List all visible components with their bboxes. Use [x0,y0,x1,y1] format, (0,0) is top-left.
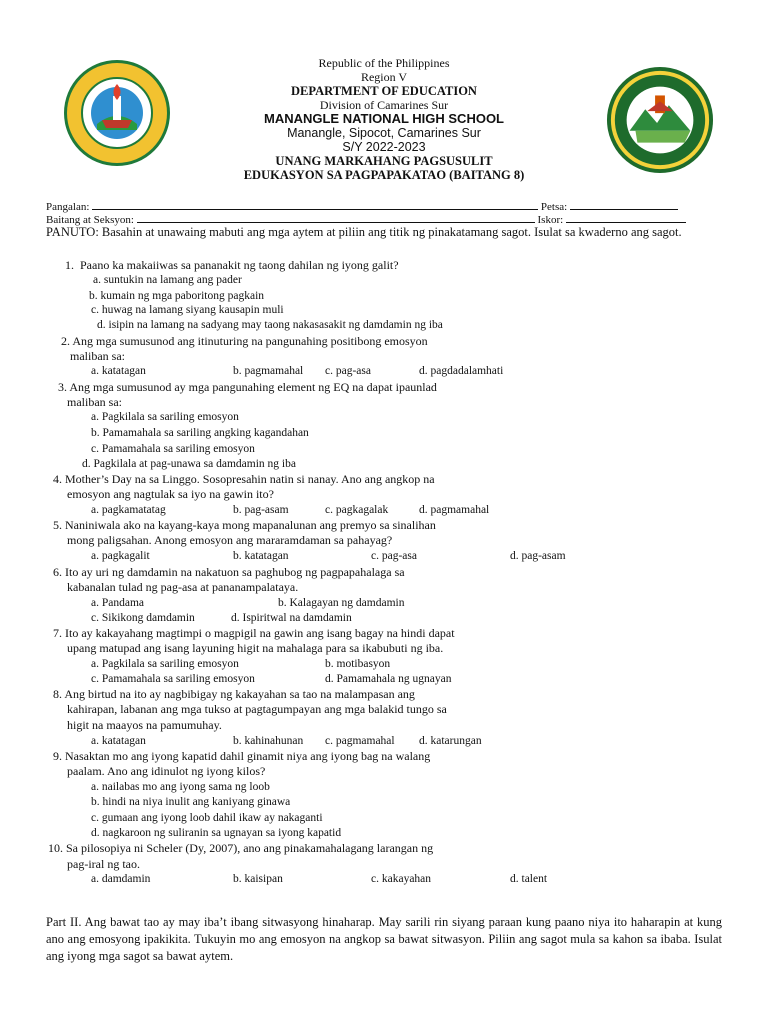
department-line: DEPARTMENT OF EDUCATION [291,84,477,98]
name-field[interactable] [92,199,538,210]
grade-section-field[interactable] [137,212,535,223]
question-6 [53,565,405,581]
question-text: Nasaktan mo ang iyong kapatid dahil ginamit niya ang iyong bag na walang [65,749,431,763]
exam-title: UNANG MARKAHANG PAGSUSULIT [275,154,493,168]
option-4c[interactable]: c. pagkagalak [325,504,389,516]
option-2d[interactable]: d. pagdadalamhati [419,365,504,377]
option-2c[interactable]: c. pag-asa [325,365,371,377]
question-text: Paano ka makaiiwas sa pananakit ng taong dahilan ng iyong galit? [80,258,399,272]
option-4d[interactable]: d. pagmamahal [419,504,490,516]
option-4b[interactable]: b. pag-asam [233,504,289,516]
grade-section-label: Baitang at Seksyon: [46,214,134,226]
option-5b[interactable]: b. katatagan [233,550,289,562]
question-4-cont: emosyon ang nagtulak sa iyo na gawin ito? [67,487,274,501]
question-number: 9. [53,749,62,763]
question-number: 8. [53,687,62,701]
question-5 [53,518,436,534]
name-label: Pangalan: [46,201,90,213]
question-8-cont: kahirapan, labanan ang mga tukso at pagtagumpayan ang mga balakid tungo sa [67,702,447,716]
question-9-cont: paalam. Ano ang idinulot ng iyong kilos? [67,764,266,778]
question-number: 3. [58,380,67,394]
question-number: 10. [48,841,63,855]
question-text: Mother’s Day na sa Linggo. Sosopresahin natin si nanay. Ano ang angkop na [65,472,435,486]
option-1d[interactable]: d. isipin na lamang na sadyang may taong nakasasakit ng damdamin ng iba [97,319,443,331]
question-7-cont: upang matupad ang isang layuning higit na mahalaga para sa ikabubuti ng iba. [67,641,444,655]
option-3a[interactable]: a. Pagkilala sa sariling emosyon [91,411,239,423]
option-6b[interactable]: b. Kalagayan ng damdamin [278,597,405,609]
question-8 [53,687,415,703]
option-2a[interactable]: a. katatagan [91,365,146,377]
option-7a[interactable]: a. Pagkilala sa sariling emosyon [91,658,239,670]
instructions: PANUTO: Basahin at unawaing mabuti ang mga aytem at piliin ang titik ng pinakatamang sagot. Isulat sa kwaderno ang sagot. [46,225,682,239]
school-name: MANANGLE NATIONAL HIGH SCHOOL [263,111,504,126]
question-8-cont2: higit na maayos na pamumuhay. [67,718,222,732]
option-1c[interactable]: c. huwag na lamang siyang kausapin muli [91,304,284,316]
option-8b[interactable]: b. kahinahunan [233,735,304,747]
question-4 [53,472,435,488]
option-2b[interactable]: b. pagmamahal [233,365,304,377]
republic-line: Republic of the Philippines [318,56,450,70]
question-10 [48,841,433,857]
question-text: Sa pilosopiya ni Scheler (Dy, 2007), ano ang pinakamahalagang larangan ng [66,841,434,855]
question-7 [53,626,455,642]
option-9a[interactable]: a. nailabas mo ang iyong sama ng loob [91,781,270,793]
option-3d[interactable]: d. Pagkilala at pag-unawa sa damdamin ng iba [82,458,296,470]
question-text: Naniniwala ako na kayang-kaya mong mapanalunan ang premyo sa sinalihan [65,518,436,532]
question-6-cont: kabanalan tulad ng pag-asa at pananampalataya. [67,580,299,594]
option-10c[interactable]: c. kakayahan [371,873,432,885]
option-6d[interactable]: d. Ispiritwal na damdamin [231,612,352,624]
option-9c[interactable]: c. gumaan ang iyong loob dahil ikaw ay nakaganti [91,812,323,824]
question-text: Ito ay uri ng damdamin na nakatuon sa paghubog ng pagpapahalaga sa [65,565,405,579]
question-2 [61,334,428,350]
question-text: Ang mga sumusunod ay mga pangunahing element ng EQ na dapat ipaunlad [69,380,437,394]
date-label: Petsa: [540,201,568,213]
option-8d[interactable]: d. katarungan [419,735,482,747]
option-3c[interactable]: c. Pamamahala sa sariling emosyon [91,443,255,455]
question-number: 5. [53,518,62,532]
question-number: 1. [65,258,74,272]
question-number: 6. [53,565,62,579]
region-line: Region V [360,70,408,84]
option-5c[interactable]: c. pag-asa [371,550,417,562]
question-10-cont: pag-iral ng tao. [67,857,140,871]
option-6a[interactable]: a. Pandama [91,597,145,609]
question-3-cont: maliban sa: [67,395,122,409]
question-text: Ito ay kakayahang magtimpi o magpigil na gawin ang isang bagay na hindi dapat [65,626,455,640]
option-5d[interactable]: d. pag-asam [510,550,566,562]
option-1a[interactable]: a. suntukin na lamang ang pader [93,274,242,286]
option-7b[interactable]: b. motibasyon [325,658,391,670]
option-6c[interactable]: c. Sikikong damdamin [91,612,195,624]
question-number: 7. [53,626,62,640]
question-number: 2. [61,334,70,348]
question-2-cont: maliban sa: [70,349,125,363]
option-3b[interactable]: b. Pamamahala sa sariling angking kagandahan [91,427,309,439]
option-10a[interactable]: a. damdamin [91,873,151,885]
option-10d[interactable]: d. talent [510,873,548,885]
option-8c[interactable]: c. pagmamahal [325,735,395,747]
score-field[interactable] [566,212,686,223]
subject-title: EDUKASYON SA PAGPAPAKATAO (BAITANG 8) [243,168,525,182]
document-header [0,56,768,182]
school-year: S/Y 2022-2023 [342,140,426,154]
question-number: 4. [53,472,62,486]
option-5a[interactable]: a. pagkagalit [91,550,150,562]
question-1 [65,258,399,274]
question-text: Ang birtud na ito ay nagbibigay ng kakayahan sa tao na malampasan ang [64,687,415,701]
division-line: Division of Camarines Sur [319,98,449,112]
option-9d[interactable]: d. nagkaroon ng suliranin sa ugnayan sa iyong kapatid [91,827,342,839]
question-3 [58,380,437,396]
option-8a[interactable]: a. katatagan [91,735,146,747]
option-9b[interactable]: b. hindi na niya inulit ang kaniyang ginawa [91,796,291,808]
option-7c[interactable]: c. Pamamahala sa sariling emosyon [91,673,255,685]
question-text: Ang mga sumusunod ang itinuturing na pangunahing positibong emosyon [72,334,428,348]
option-7d[interactable]: d. Pamamahala ng ugnayan [325,673,452,685]
question-5-cont: mong paligsahan. Anong emosyon ang mararamdaman sa pahayag? [67,533,393,547]
option-10b[interactable]: b. kaisipan [233,873,283,885]
option-1b[interactable]: b. kumain ng mga paboritong pagkain [89,290,265,302]
option-4a[interactable]: a. pagkamatatag [91,504,166,516]
date-field[interactable] [570,199,678,210]
school-address: Manangle, Sipocot, Camarines Sur [287,126,481,140]
part-2-instructions: Part II. Ang bawat tao ay may iba’t ibang sitwasyong hinaharap. May sarili rin siyang paraan kung paano niya ito haharapin at kung ano ang emosyong ipakikita. Tukuyin mo ang emosyon na angkop sa bawat sitwasyon. Piliin ang sagot mula sa kahon sa ibaba. Isulat ang iyong mga sagot sa bawat aytem. [46,915,722,963]
question-9 [53,749,430,765]
score-label: Iskor: [537,214,564,226]
